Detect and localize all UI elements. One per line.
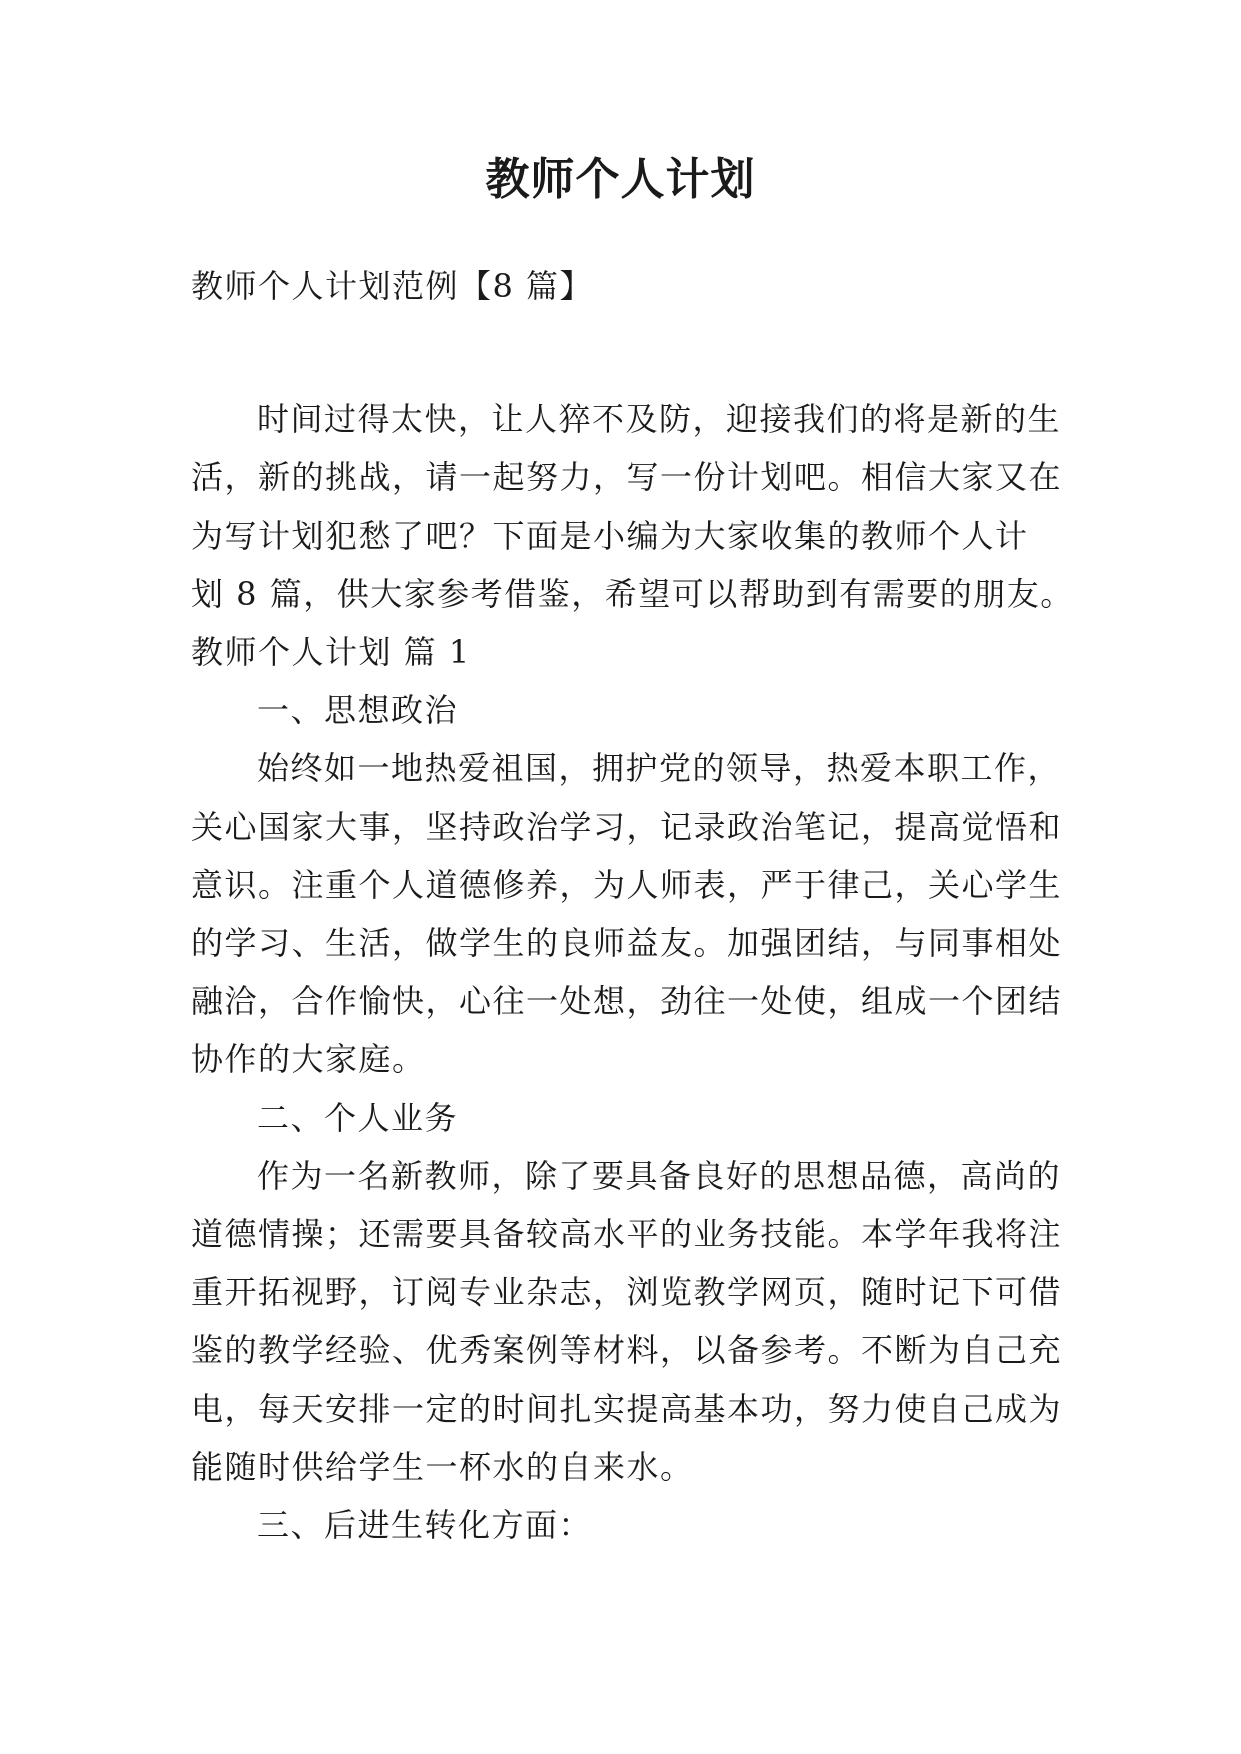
paragraph-line: 融洽，合作愉快，心往一处想，劲往一处使，组成一个团结 xyxy=(191,982,1063,1021)
paragraph-line: 划 8 篇，供大家参考借鉴，希望可以帮助到有需要的朋友。 xyxy=(191,574,1074,613)
paragraph-line: 始终如一地热爱祖国，拥护党的领导，热爱本职工作， xyxy=(257,749,1062,788)
paragraph-line: 作为一名新教师，除了要具备良好的思想品德，高尚的 xyxy=(257,1156,1062,1195)
paragraph-line: 关心国家大事，坚持政治学习，记录政治笔记，提高觉悟和 xyxy=(191,807,1063,846)
paragraph-line: 电，每天安排一定的时间扎实提高基本功，努力使自己成为 xyxy=(191,1389,1063,1428)
article-heading: 教师个人计划 篇 1 xyxy=(191,633,471,672)
paragraph-line: 活，新的挑战，请一起努力，写一份计划吧。相信大家又在 xyxy=(191,458,1063,497)
document-body xyxy=(191,257,1074,1554)
section-heading: 一、思想政治 xyxy=(257,691,459,730)
paragraph-line: 重开拓视野，订阅专业杂志，浏览教学网页，随时记下可借 xyxy=(191,1273,1063,1312)
document-subtitle: 教师个人计划范例【8 篇】 xyxy=(191,267,594,305)
paragraph-line: 为写计划犯愁了吧？下面是小编为大家收集的教师个人计 xyxy=(191,516,1029,555)
intro-paragraph xyxy=(191,390,1074,623)
paragraph-line: 协作的大家庭。 xyxy=(191,1040,426,1079)
paragraph-line: 意识。注重个人道德修养，为人师表，严于律己，关心学生 xyxy=(191,865,1063,904)
section-paragraph xyxy=(191,1147,1071,1496)
document-title: 教师个人计划 xyxy=(485,154,756,205)
section-heading: 三、后进生转化方面： xyxy=(257,1506,593,1545)
paragraph-line: 道德情操；还需要具备较高水平的业务技能。本学年我将注 xyxy=(191,1215,1063,1254)
paragraph-line: 鉴的教学经验、优秀案例等材料，以备参考。不断为自己充 xyxy=(191,1331,1063,1370)
paragraph-line: 的学习、生活，做学生的良师益友。加强团结，与同事相处 xyxy=(191,924,1063,963)
paragraph-line: 能随时供给学生一杯水的自来水。 xyxy=(191,1447,694,1486)
section-paragraph xyxy=(191,739,1071,1088)
section-heading: 二、个人业务 xyxy=(257,1098,459,1137)
paragraph-line: 时间过得太快，让人猝不及防，迎接我们的将是新的生 xyxy=(257,400,1062,439)
